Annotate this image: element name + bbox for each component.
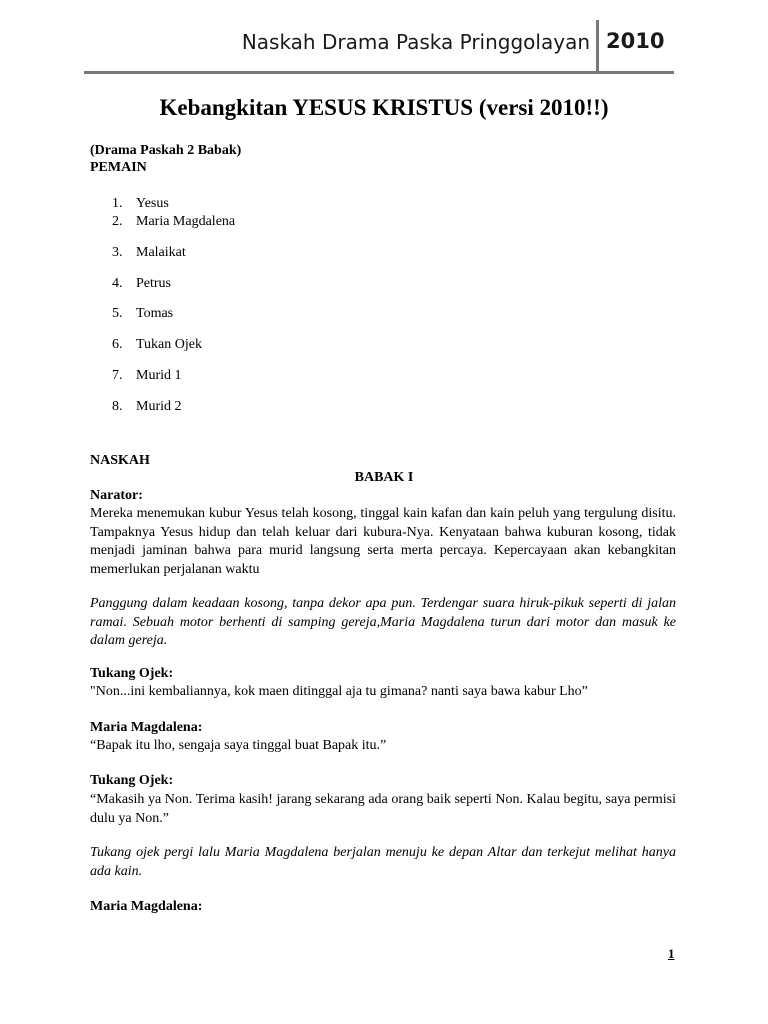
header-divider-vertical	[596, 20, 599, 72]
cast-name: Yesus	[136, 196, 169, 211]
cast-number: 5.	[112, 306, 123, 321]
header-year: 2010	[606, 29, 665, 53]
narrator-text: Mereka menemukan kubur Yesus telah kosong, tinggal kain kafan dan kain peluh yang tergulung disitu. Tampaknya Yesus hidup dan telah keluar dari kubura-Nya. Kenyataan bahwa kuburan kosong, tidak menjadi jaminan bahwa para murid langsung serta merta percaya. Kepercayaan akan kebangkitan memerlukan perjalanan waktu	[90, 506, 676, 577]
speaker-name: Maria Magdalena:	[90, 899, 203, 914]
cast-heading: PEMAIN	[90, 160, 147, 175]
cast-number: 2.	[112, 214, 123, 229]
document-title: Kebangkitan YESUS KRISTUS (versi 2010!!)	[159, 95, 609, 120]
header-divider-horizontal	[84, 71, 674, 74]
cast-item	[112, 337, 202, 353]
cast-number: 6.	[112, 337, 123, 352]
cast-item	[112, 368, 182, 384]
cast-name: Tukan Ojek	[136, 337, 202, 352]
cast-item	[112, 276, 171, 292]
cast-item	[112, 196, 169, 212]
cast-number: 7.	[112, 368, 123, 383]
speaker-name: Tukang Ojek:	[90, 666, 174, 681]
cast-number: 4.	[112, 276, 123, 291]
stage-direction: Panggung dalam keadaan kosong, tanpa dekor apa pun. Terdengar suara hiruk-pikuk seperti di jalan ramai. Sebuah motor berhenti di samping gereja,Maria Magdalena turun dari motor dan masuk ke dalam gereja.	[90, 596, 676, 648]
cast-item	[112, 306, 173, 322]
cast-item	[112, 245, 186, 261]
cast-name: Malaikat	[136, 245, 186, 260]
stage-direction: Tukang ojek pergi lalu Maria Magdalena berjalan menuju ke depan Altar dan terkejut melihat hanya ada kain.	[90, 845, 676, 879]
cast-number: 1.	[112, 196, 123, 211]
cast-name: Murid 2	[136, 399, 182, 414]
dialogue-line: “Bapak itu lho, sengaja saya tinggal buat Bapak itu.”	[90, 738, 387, 753]
cast-number: 8.	[112, 399, 123, 414]
cast-name: Murid 1	[136, 368, 182, 383]
cast-name: Maria Magdalena	[136, 214, 236, 229]
header-title: Naskah Drama Paska Pringgolayan	[241, 30, 590, 54]
document-subtitle: (Drama Paskah 2 Babak)	[90, 143, 242, 158]
cast-name: Tomas	[136, 306, 174, 321]
speaker-name: Tukang Ojek:	[90, 773, 174, 788]
speaker-name: Maria Magdalena:	[90, 720, 203, 735]
dialogue-line: “Makasih ya Non. Terima kasih! jarang sekarang ada orang baik seperti Non. Kalau begitu, saya permisi dulu ya Non.”	[90, 792, 676, 826]
speaker-name: Narator:	[90, 488, 143, 503]
act-heading: BABAK I	[354, 470, 414, 485]
dialogue-line: "Non...ini kembaliannya, kok maen ditinggal aja tu gimana? nanti saya bawa kabur Lho”	[90, 684, 588, 699]
script-heading: NASKAH	[90, 453, 150, 468]
cast-item	[112, 214, 235, 230]
cast-number: 3.	[112, 245, 123, 260]
page-number: 1	[668, 946, 675, 961]
cast-item	[112, 399, 182, 415]
cast-name: Petrus	[136, 276, 171, 291]
